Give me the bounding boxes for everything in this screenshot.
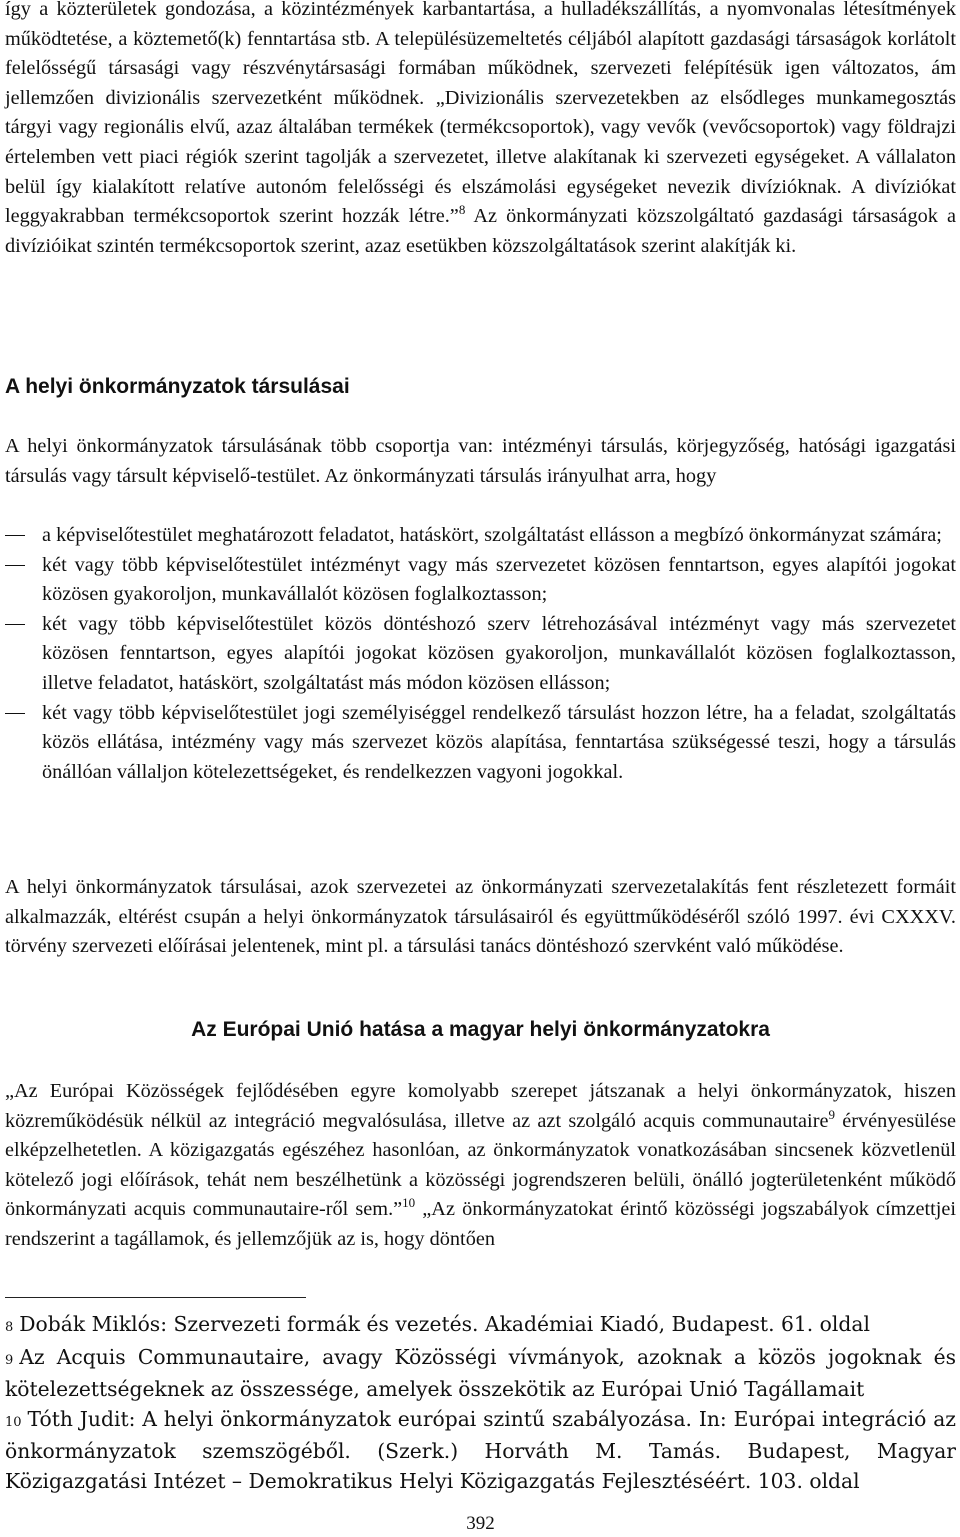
list-item	[5, 521, 956, 551]
footnotes	[5, 1310, 956, 1497]
body-paragraph: A helyi önkormányzatok társulásának több csoportja van: intézményi társulás, körjegyzőség, hatósági igazgatási társulás vagy társult képviselő-testület. Az önkormányzati társulás irányulhat arra, hogy	[5, 435, 956, 487]
footnote-number: 10	[5, 1414, 22, 1430]
dash-list	[5, 521, 956, 787]
footnote-number: 9	[5, 1352, 14, 1368]
list-item	[5, 610, 956, 699]
section-heading: Az Európai Unió hatása a magyar helyi önkormányzatokra	[191, 1018, 770, 1041]
body-paragraph	[5, 0, 956, 261]
body-paragraph	[5, 1077, 956, 1255]
footnote-ref[interactable]: 9	[828, 1106, 835, 1122]
footnote-text: Az Acquis Communautaire, avagy Közösségi vívmányok, azoknak a közös jogoknak és kötelezettségeknek az összessége, amelyek összekötik az Európai Unió Tagállamait	[5, 1344, 956, 1402]
paragraph-text: Az önkormányzati közszolgáltató gazdasági társaságok a divízióikat szintén termékcsoportok szerint, azaz esetükben közszolgáltatások szerint alakítják ki.	[5, 205, 956, 257]
paragraph-text: így a közterületek gondozása, a közintézmények karbantartása, a hulladékszállítás, a nyomvonalas létesítmények működtetése, a köztemető(k) fenntartása stb. A településüzemeltetés céljából alapított gazdasági társaságok korlátolt felelősségű társasági vagy részvénytársasági formában működnek, szervezeti felépítésük igen változatos, ám jellemzően divizionális szervezetként működnek. „Divizionális szervezetekben az elsődleges munkamegosztás tárgyi vagy regionális elvű, azaz általában termékek (termékcsoportok), vagy vevők (vevőcsoportok) vagy földrajzi értelemben vett piaci régiók szerint tagolják a szervezetet, illetve alakítanak ki szervezeti egységeket. A vállalaton belül így kialakított relatíve autonóm felelősségi és elszámolási egységeket nevezik divízióknak. A divíziókat leggyakrabban termékcsoportok szerint hozzák létre.”	[5, 0, 956, 228]
page-number: 392	[466, 1513, 495, 1534]
list-item-text: két vagy több képviselőtestület jogi személyiséggel rendelkező társulást hozzon létre, ha a feladat, szolgáltatás közös ellátása, intézmény vagy más szervezet közös alapítása, fenntartása szükségessé teszi, hogy a társulás önállóan vállaljon kötelezettségeket, és rendelkezzen vagyoni jogokkal.	[42, 701, 956, 783]
dash-bullet-icon	[5, 624, 25, 625]
footnote-divider	[5, 1297, 306, 1298]
dash-bullet-icon	[5, 535, 25, 536]
dash-bullet-icon	[5, 713, 25, 714]
footnote	[5, 1405, 956, 1497]
footnote	[5, 1343, 956, 1405]
list-item-text: két vagy több képviselőtestület intézményt vagy más szervezetet közösen fenntartson, egyes alapítói jogokat közösen gyakoroljon, munkavállalót közösen foglalkoztasson;	[42, 553, 956, 606]
footnote-text: Tóth Judit: A helyi önkormányzatok európai szintű szabályozása. In: Európai integráció az önkormányzatok szemszögéből. (Szerk.) Horváth M. Tamás. Budapest, Magyar Közigazgatási Intézet – Demokratikus Helyi Közigazgatás Fejlesztéséért. 103. oldal	[5, 1406, 956, 1493]
footnote-ref[interactable]: 10	[402, 1195, 416, 1211]
paragraph-text: „Az önkormányzatokat érintő közösségi jogszabályok címzettjei rendszerint a tagállamok, és jellemzőjük az is, hogy döntően	[5, 1198, 956, 1250]
list-item	[5, 551, 956, 610]
list-item-text: két vagy több képviselőtestület közös döntéshozó szerv létrehozásával intézményt vagy más szervezetet közösen fenntartson, egyes alapítói jogokat közösen gyakoroljon, munkavállalót közösen foglalkoztasson, illetve feladatot, hatáskört, szolgáltatást más módon közösen ellásson;	[42, 612, 956, 694]
section-heading: A helyi önkormányzatok társulásai	[5, 375, 350, 398]
list-item	[5, 699, 956, 788]
footnote	[5, 1310, 956, 1343]
paragraph-text: érvényesülése elképzelhetetlen. A közigazgatás egészéhez hasonlóan, az önkormányzatok vonatkozásában sincsenek közvetlenül kötelező jogi előírások, tehát nem beszélhetünk a közösségi jogrendszeren belüli, önálló jogterületenként működő önkormányzati acquis communautaire-ről sem.”	[5, 1109, 956, 1221]
paragraph-text: „Az Európai Közösségek fejlődésében egyre komolyabb szerepet játszanak a helyi önkormányzatok, hiszen közreműködésük nélkül az integráció megvalósulása, illetve az azt szolgáló acquis communautaire	[5, 1080, 956, 1132]
list-item-text: a képviselőtestület meghatározott feladatot, hatáskört, szolgáltatást ellásson a megbízó önkormányzat számára;	[42, 524, 942, 546]
footnote-text: Dobák Miklós: Szervezeti formák és vezetés. Akadémiai Kiadó, Budapest. 61. oldal	[19, 1312, 870, 1336]
footnote-ref[interactable]: 8	[458, 202, 466, 218]
footnote-number: 8	[5, 1320, 14, 1335]
body-paragraph: A helyi önkormányzatok társulásai, azok szervezetei az önkormányzati szervezetalakítás fent részletezett formáit alkalmazzák, eltérést csupán a helyi önkormányzatok társulásairól és együttműködéséről szóló 1997. évi CXXXV. törvény szervezeti előírásai jelentenek, mint pl. a társulási tanács döntéshozó szervként való működése.	[5, 876, 956, 958]
dash-bullet-icon	[5, 565, 25, 566]
